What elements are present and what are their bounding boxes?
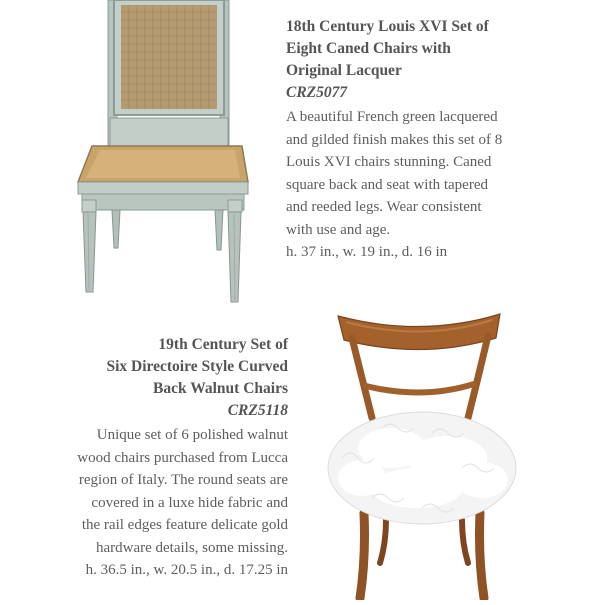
description-line: wood chairs purchased from Lucca (77, 449, 288, 466)
title-line: Six Directoire Style Curved (106, 358, 288, 375)
description-line: covered in a luxe hide fabric and (91, 494, 288, 511)
product-text-2 (20, 334, 288, 582)
product-title[interactable] (286, 16, 586, 82)
title-line: Original Lacquer (286, 62, 402, 79)
description-line: and reeded legs. Wear consistent (286, 199, 482, 215)
description-line: square back and seat with tapered (286, 176, 488, 193)
description-line: Louis XVI chairs stunning. Caned (286, 154, 492, 170)
title-line: Back Walnut Chairs (153, 380, 288, 397)
title-line: 19th Century Set of (158, 336, 288, 353)
product-dimensions: h. 37 in., w. 19 in., d. 16 in (286, 244, 448, 260)
description-line: region of Italy. The round seats are (78, 472, 288, 488)
description-line: Unique set of 6 polished walnut (96, 427, 288, 443)
product-image-walnut-chair[interactable] (322, 308, 522, 600)
description-line: and gilded finish makes this set of 8 (286, 131, 503, 148)
title-line: 18th Century Louis XVI Set of (286, 18, 489, 35)
description-line: A beautiful French green lacquered (286, 109, 498, 125)
product-dimensions: h. 36.5 in., w. 20.5 in., d. 17.25 in (85, 562, 288, 578)
product-title[interactable] (20, 334, 288, 400)
product-description (286, 106, 586, 241)
description-line: with use and age. (286, 221, 391, 238)
description-line: the rail edges feature delicate gold (81, 517, 288, 533)
title-line: Eight Caned Chairs with (286, 40, 451, 57)
product-sku: CRZ5077 (286, 84, 348, 101)
product-image-caned-chair[interactable] (70, 0, 250, 305)
product-sku: CRZ5118 (227, 402, 288, 419)
product-description (20, 424, 288, 559)
product-text-1 (286, 16, 586, 264)
description-line: hardware details, some missing. (95, 539, 288, 556)
